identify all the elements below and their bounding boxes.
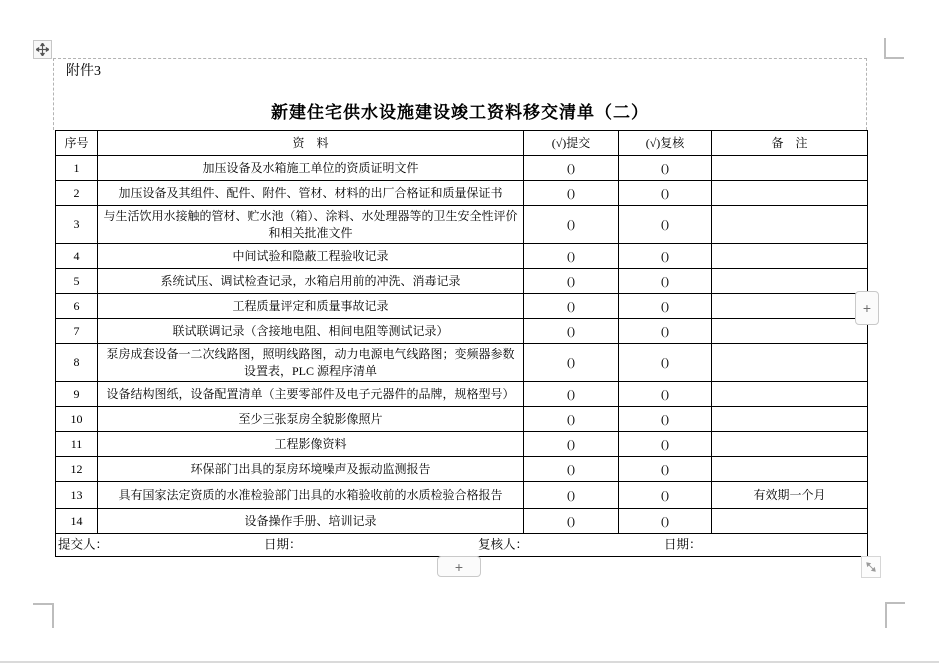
cell-material: 加压设备及水箱施工单位的资质证明文件: [98, 156, 524, 181]
cell-review[interactable]: (): [619, 382, 712, 407]
cell-material: 工程影像资料: [98, 432, 524, 457]
table-row: [56, 457, 868, 482]
attachment-label: 附件3: [66, 64, 101, 79]
cell-remark[interactable]: [712, 244, 868, 269]
cell-no: 11: [56, 432, 98, 457]
table-row: [56, 294, 868, 319]
cell-submit[interactable]: (): [524, 269, 619, 294]
header-no: 序号: [56, 131, 98, 156]
cell-remark[interactable]: [712, 319, 868, 344]
cell-remark[interactable]: [712, 509, 868, 534]
crop-mark-bottom-right-v: [885, 602, 887, 628]
cell-submit[interactable]: (): [524, 244, 619, 269]
cell-remark[interactable]: [712, 457, 868, 482]
cell-review[interactable]: (): [619, 344, 712, 382]
cell-no: 13: [56, 482, 98, 509]
cell-submit[interactable]: (): [524, 407, 619, 432]
cell-no: 8: [56, 344, 98, 382]
cell-submit[interactable]: (): [524, 432, 619, 457]
cell-no: 6: [56, 294, 98, 319]
table-header-row: [56, 131, 868, 156]
table-row: [56, 482, 868, 509]
cell-submit[interactable]: (): [524, 206, 619, 244]
table-footer-row: [56, 534, 868, 557]
header-remark: 备 注: [712, 131, 868, 156]
cell-no: 10: [56, 407, 98, 432]
cell-submit[interactable]: (): [524, 344, 619, 382]
cell-material: 中间试验和隐蔽工程验收记录: [98, 244, 524, 269]
cell-material: 加压设备及其组件、配件、附件、管材、材料的出厂合格证和质量保证书: [98, 181, 524, 206]
cell-material: 系统试压、调试检查记录，水箱启用前的冲洗、消毒记录: [98, 269, 524, 294]
table-row: [56, 181, 868, 206]
table-row: [56, 319, 868, 344]
header-review: (√)复核: [619, 131, 712, 156]
cell-no: 5: [56, 269, 98, 294]
page-bottom-edge: [0, 661, 939, 663]
cell-review[interactable]: (): [619, 457, 712, 482]
cell-remark[interactable]: [712, 432, 868, 457]
reviewer-label: 复核人：: [478, 537, 529, 552]
cell-material: 设备结构图纸，设备配置清单（主要零部件及电子元器件的品牌，规格型号）: [98, 382, 524, 407]
cell-submit[interactable]: (): [524, 156, 619, 181]
cell-remark[interactable]: [712, 156, 868, 181]
cell-submit[interactable]: (): [524, 181, 619, 206]
table-resize-handle[interactable]: [861, 556, 881, 578]
cell-submit[interactable]: (): [524, 509, 619, 534]
cell-remark[interactable]: [712, 344, 868, 382]
cell-material: 至少三张泵房全貌影像照片: [98, 407, 524, 432]
table-row: [56, 382, 868, 407]
table-row: [56, 156, 868, 181]
cell-review[interactable]: (): [619, 294, 712, 319]
crop-mark-top-right-h: [884, 57, 904, 59]
date-label-1: 日期：: [264, 537, 302, 552]
resize-diagonal-icon: [865, 561, 877, 573]
cell-review[interactable]: (): [619, 156, 712, 181]
cell-remark[interactable]: [712, 181, 868, 206]
table-row: [56, 407, 868, 432]
cell-no: 9: [56, 382, 98, 407]
cell-material: 泵房成套设备一二次线路图，照明线路图，动力电源电气线路图；变频器参数设置表，PLC 源程序清单: [98, 344, 524, 382]
cell-material: 与生活饮用水接触的管材、贮水池（箱）、涂料、水处理器等的卫生安全性评价和相关批准文件: [98, 206, 524, 244]
cell-remark[interactable]: 有效期一个月: [712, 482, 868, 509]
table-move-handle[interactable]: [33, 40, 52, 59]
cell-review[interactable]: (): [619, 244, 712, 269]
table-row: [56, 244, 868, 269]
cell-no: 14: [56, 509, 98, 534]
checklist-table: [55, 130, 868, 557]
submitter-label: 提交人：: [58, 537, 109, 552]
cell-review[interactable]: (): [619, 319, 712, 344]
cell-material: 环保部门出具的泵房环境噪声及振动监测报告: [98, 457, 524, 482]
cell-no: 12: [56, 457, 98, 482]
crop-mark-bottom-left-v: [52, 603, 54, 628]
cell-review[interactable]: (): [619, 269, 712, 294]
cell-no: 2: [56, 181, 98, 206]
cell-no: 4: [56, 244, 98, 269]
cell-review[interactable]: (): [619, 482, 712, 509]
table-row: [56, 269, 868, 294]
cell-material: 联试联调记录（含接地电阻、相间电阻等测试记录）: [98, 319, 524, 344]
crop-mark-bottom-left-h: [33, 603, 54, 605]
cell-remark[interactable]: [712, 206, 868, 244]
cell-submit[interactable]: (): [524, 482, 619, 509]
date-label-2: 日期：: [664, 537, 702, 552]
cell-review[interactable]: (): [619, 407, 712, 432]
table-row: [56, 206, 868, 244]
cell-no: 7: [56, 319, 98, 344]
add-row-button[interactable]: +: [437, 556, 481, 577]
crop-mark-bottom-right-h: [885, 602, 905, 604]
page-title: 新建住宅供水设施建设竣工资料移交清单（二）: [271, 103, 649, 122]
cell-review[interactable]: (): [619, 509, 712, 534]
cell-material: 设备操作手册、培训记录: [98, 509, 524, 534]
crop-mark-top-right-v: [884, 38, 886, 59]
cell-remark[interactable]: [712, 382, 868, 407]
cell-remark[interactable]: [712, 269, 868, 294]
table-row: [56, 344, 868, 382]
footer-cell[interactable]: [56, 534, 868, 557]
cell-material: 具有国家法定资质的水准检验部门出具的水箱验收前的水质检验合格报告: [98, 482, 524, 509]
cell-remark[interactable]: [712, 407, 868, 432]
cell-remark[interactable]: [712, 294, 868, 319]
cell-no: 3: [56, 206, 98, 244]
cell-submit[interactable]: (): [524, 319, 619, 344]
header-submit: (√)提交: [524, 131, 619, 156]
cell-material: 工程质量评定和质量事故记录: [98, 294, 524, 319]
cell-no: 1: [56, 156, 98, 181]
cell-submit[interactable]: (): [524, 382, 619, 407]
cell-submit[interactable]: (): [524, 294, 619, 319]
cell-review[interactable]: (): [619, 432, 712, 457]
add-column-button[interactable]: +: [855, 291, 879, 325]
table-row: [56, 509, 868, 534]
header-material: 资 料: [98, 131, 524, 156]
text-boundary-top: [53, 58, 867, 59]
cell-review[interactable]: (): [619, 181, 712, 206]
cell-submit[interactable]: (): [524, 457, 619, 482]
table-row: [56, 432, 868, 457]
cell-review[interactable]: (): [619, 206, 712, 244]
move-arrows-icon: [36, 43, 49, 56]
